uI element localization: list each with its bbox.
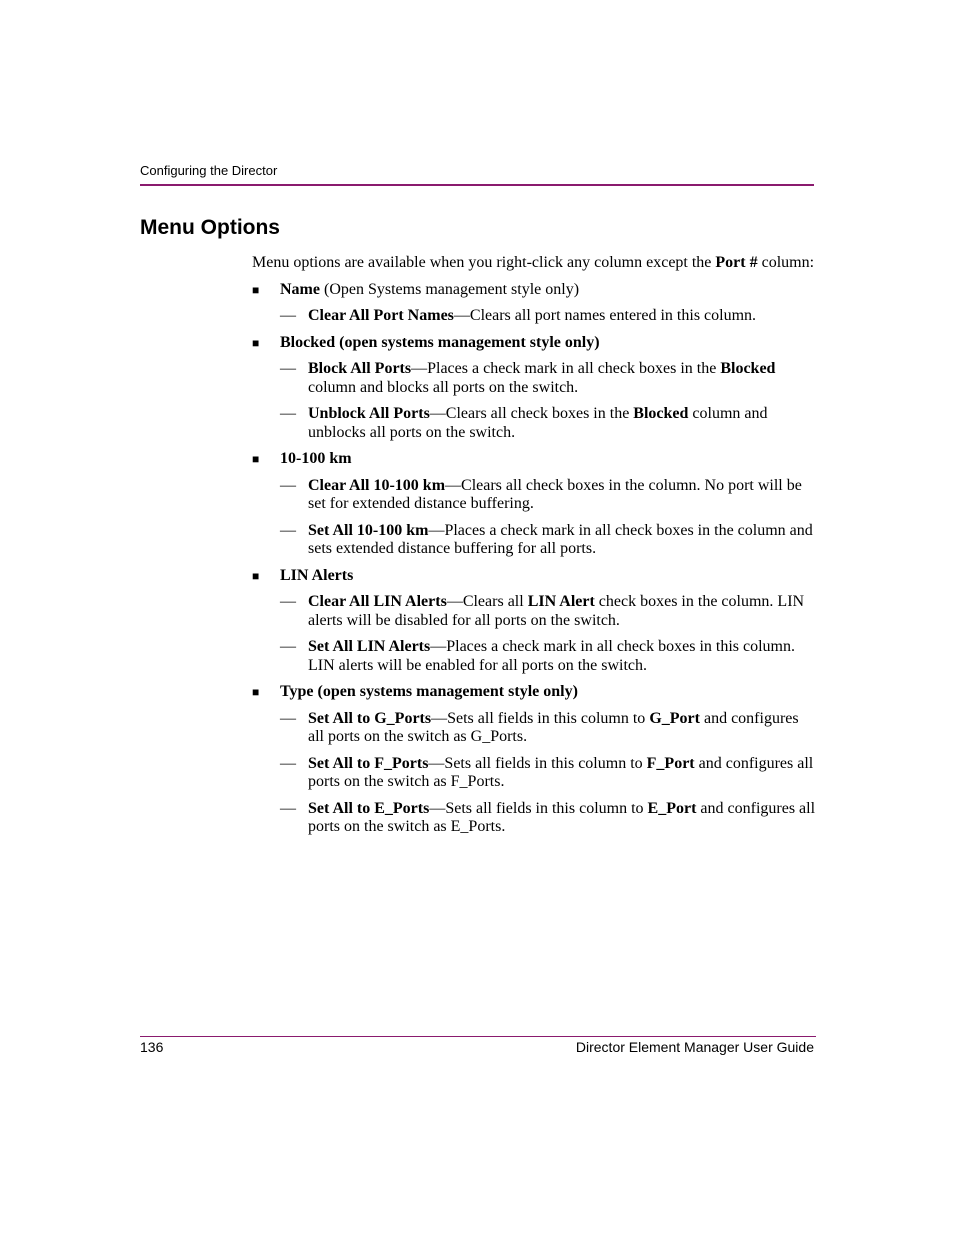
port-number-term: Port #: [715, 254, 758, 271]
sub-item-desc: —Clears all: [446, 593, 528, 610]
bullet-square-icon: ■: [252, 452, 260, 466]
sub-item-term: Blocked: [633, 405, 689, 422]
sub-item-title: Set All to F_Ports: [308, 754, 429, 772]
sub-item-desc-end: and configures all ports on the switch as G_Ports.: [308, 709, 799, 745]
dash-icon: —: [280, 405, 296, 422]
bullet-square-icon: ■: [252, 282, 260, 297]
sub-item-desc: —Clears all port names entered in this column.: [453, 307, 757, 324]
bullet-square-icon: ■: [252, 685, 260, 699]
sub-item: [280, 307, 817, 326]
sub-item-desc: —Places a check mark in all check boxes in the: [411, 360, 721, 377]
running-header: Configuring the Director: [140, 163, 278, 178]
item-label: Blocked (open systems management style only): [280, 333, 600, 351]
item-label: LIN Alerts: [280, 566, 354, 584]
sub-item: [280, 405, 817, 442]
sub-item-term: Blocked: [720, 360, 776, 377]
sub-item-title: Set All to G_Ports: [308, 709, 432, 727]
sub-item: [280, 522, 817, 559]
sub-item-term: E_Port: [647, 799, 697, 817]
sub-item-title: Clear All LIN Alerts: [308, 593, 447, 610]
sub-item-title: Unblock All Ports: [308, 405, 430, 422]
list-item-blocked: [252, 334, 817, 353]
list-item-type: [252, 683, 817, 702]
list-item-10-100-km: [252, 450, 817, 469]
dash-icon: —: [280, 476, 296, 494]
dash-icon: —: [280, 709, 296, 727]
sub-item-title: Set All to E_Ports: [308, 799, 430, 817]
dash-icon: —: [280, 307, 296, 324]
section-title: Menu Options: [140, 216, 280, 239]
item-label: Type (open systems management style only): [280, 683, 578, 700]
item-label: Name: [280, 280, 320, 298]
intro-paragraph: [252, 254, 817, 273]
sub-item-title: Clear All 10-100 km: [308, 476, 446, 494]
sub-item-desc: —Clears all check boxes in the: [429, 405, 634, 422]
list-item-lin-alerts: [252, 567, 817, 586]
sub-item-desc: —Sets all fields in this column to: [431, 709, 650, 727]
sub-item: [280, 755, 817, 792]
intro-text: Menu options are available when you right-click any column except the: [252, 254, 716, 271]
list-item-name: [252, 281, 817, 300]
dash-icon: —: [280, 593, 296, 610]
page-number: 136: [140, 1039, 164, 1055]
sub-item-desc-end: and configures all ports on the switch as F_Ports.: [308, 754, 814, 790]
sub-item-title: Clear All Port Names: [308, 307, 454, 324]
sub-item-term: LIN Alert: [527, 593, 595, 610]
footer-doc-title: Director Element Manager User Guide: [575, 1039, 814, 1055]
sub-item: [280, 593, 817, 630]
sub-item-desc-end: column and blocks all ports on the switch.: [308, 378, 579, 396]
sub-item-desc-end: column and unblocks all ports on the switch.: [308, 405, 768, 441]
content-body: [252, 254, 817, 845]
sub-item-desc: —Sets all fields in this column to: [428, 754, 647, 772]
sub-item-term: G_Port: [649, 709, 700, 727]
item-label: 10-100 km: [280, 450, 352, 467]
sub-item-desc: —Clears all check boxes in the column. No port will be set for extended distance buffering.: [308, 476, 802, 512]
bullet-square-icon: ■: [252, 568, 260, 583]
sub-item-desc: —Places a check mark in all check boxes in this column. LIN alerts will be enabled for all ports on the switch.: [308, 638, 795, 674]
dash-icon: —: [280, 521, 296, 539]
sub-item-title: Block All Ports: [308, 360, 412, 377]
bullet-square-icon: ■: [252, 335, 260, 350]
sub-item-desc-end: check boxes in the column. LIN alerts will be disabled for all ports on the switch.: [308, 593, 805, 629]
sub-item: [280, 477, 817, 514]
dash-icon: —: [280, 638, 296, 655]
sub-item-title: Set All 10-100 km: [308, 521, 429, 539]
sub-item-title: Set All LIN Alerts: [308, 638, 431, 655]
footer-rule: [140, 1036, 816, 1037]
sub-item-desc: —Sets all fields in this column to: [429, 799, 648, 817]
sub-item: [280, 638, 817, 675]
header-rule: [140, 184, 814, 186]
sub-item: [280, 800, 817, 837]
dash-icon: —: [280, 799, 296, 817]
sub-item: [280, 360, 817, 397]
sub-item: [280, 710, 817, 747]
sub-item-desc-end: and configures all ports on the switch as E_Ports.: [308, 799, 816, 835]
sub-item-desc: —Places a check mark in all check boxes in the column and sets extended distance buffering for all ports.: [308, 521, 813, 557]
dash-icon: —: [280, 360, 296, 377]
item-label-suffix: (Open Systems management style only): [319, 280, 580, 298]
sub-item-term: F_Port: [646, 754, 695, 772]
intro-text-end: column:: [757, 254, 815, 271]
dash-icon: —: [280, 754, 296, 772]
